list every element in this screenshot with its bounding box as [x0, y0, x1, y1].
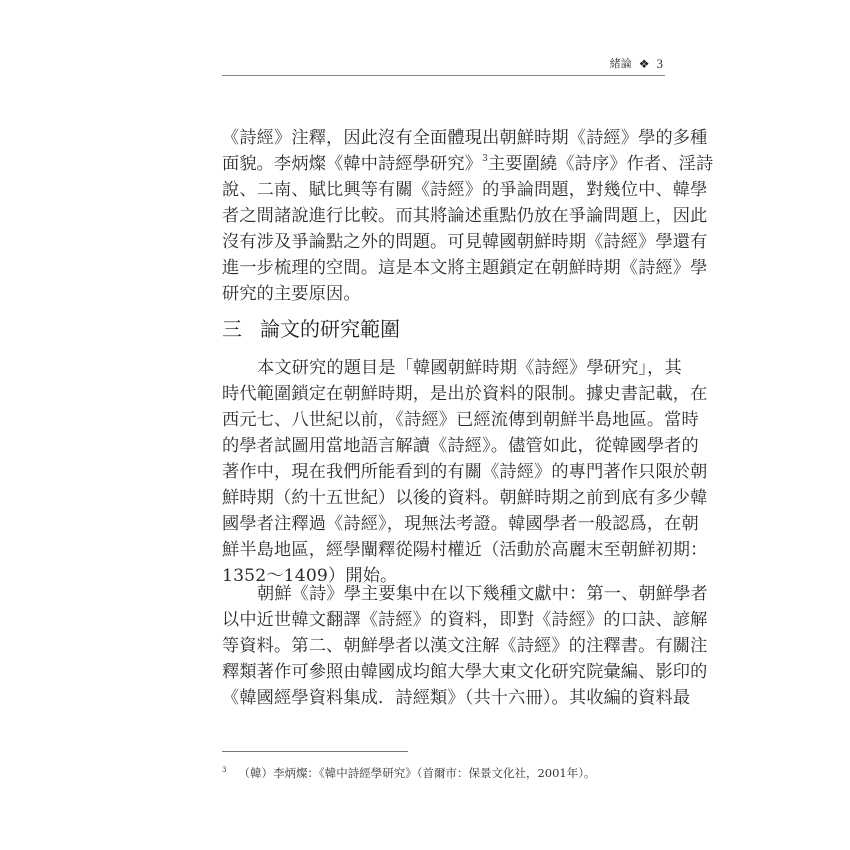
text-line: 時代範圍鎖定在朝鮮時期，是出於資料的限制。據史書記載，在	[222, 384, 708, 404]
footnote-text: （韓）李炳燦：《韓中詩經學研究》（首爾市：保景文化社，2001年）。	[238, 766, 596, 780]
text-segment: 主要圍繞《詩序》作者、淫詩	[487, 154, 714, 174]
running-head-section: 緒論	[609, 57, 632, 70]
text-line: 沒有涉及爭論點之外的問題。可見韓國朝鮮時期《詩經》學還有	[222, 232, 708, 252]
text-line: 者之間諸說進行比較。而其將論述重點仍放在爭論問題上，因此	[222, 206, 708, 226]
text-line: 進一步梳理的空間。這是本文將主題鎖定在朝鮮時期《詩經》學	[222, 258, 708, 278]
text-line: 《韓國經學資料集成．詩經類》（共十六冊）。其收編的資料最	[222, 688, 691, 708]
footnote-reference[interactable]: 3	[482, 154, 488, 164]
section-number: 三	[222, 317, 242, 341]
text-line: 西元七、八世紀以前，《詩經》已經流傳到朝鮮半島地區。當時	[222, 410, 699, 430]
text-line: 研究的主要原因。	[222, 284, 361, 304]
footnote-marker: 3	[222, 766, 227, 774]
ornament-diamond-icon: ❖	[638, 57, 650, 71]
text-segment: 面貌。李炳燦《韓中詩經學研究》	[222, 154, 483, 174]
text-line: 國學者注釋過《詩經》，現無法考證。韓國學者一般認爲，在朝	[222, 514, 699, 534]
text-line: 釋類著作可參照由韓國成均館大學大東文化研究院彙編、影印的	[222, 662, 708, 682]
paragraph-3	[222, 581, 708, 711]
paragraph-2	[222, 355, 708, 589]
text-line: 《詩經》注釋，因此沒有全面體現出朝鮮時期《詩經》學的多種	[222, 128, 708, 148]
text-line: 鮮半島地區，經學闡釋從陽村權近（活動於高麗末至朝鮮初期：	[222, 540, 708, 560]
running-head-right	[610, 57, 663, 71]
section-title: 論文的研究範圍	[260, 317, 400, 341]
text-line: 著作中，現在我們所能看到的有關《詩經》的專門著作只限於朝	[222, 462, 708, 482]
text-line: 的學者試圖用當地語言解讀《詩經》。儘管如此，從韓國學者的	[222, 436, 699, 456]
text-line: 本文研究的題目是「韓國朝鮮時期《詩經》學研究」，其	[257, 358, 682, 378]
section-heading	[222, 316, 400, 342]
running-head	[222, 57, 665, 76]
text-line: 說、二南、賦比興等有關《詩經》的爭論問題，對幾位中、韓學	[222, 180, 708, 200]
text-line	[222, 151, 714, 177]
text-line: 等資料。第二、朝鮮學者以漢文注解《詩經》的注釋書。有關注	[222, 636, 708, 656]
text-line: 1352～1409）開始。	[222, 566, 398, 586]
page-number: 3	[656, 56, 663, 71]
text-line: 以中近世韓文翻譯《詩經》的資料，即對《詩經》的口訣、諺解	[222, 610, 708, 630]
text-line: 鮮時期（約十五世紀）以後的資料。朝鮮時期之前到底有多少韓	[222, 488, 708, 508]
text-line: 朝鮮《詩》學主要集中在以下幾種文獻中：第一、朝鮮學者	[257, 584, 708, 604]
footnote	[222, 762, 595, 781]
footnote-divider	[222, 751, 408, 752]
paragraph-1	[222, 125, 714, 307]
